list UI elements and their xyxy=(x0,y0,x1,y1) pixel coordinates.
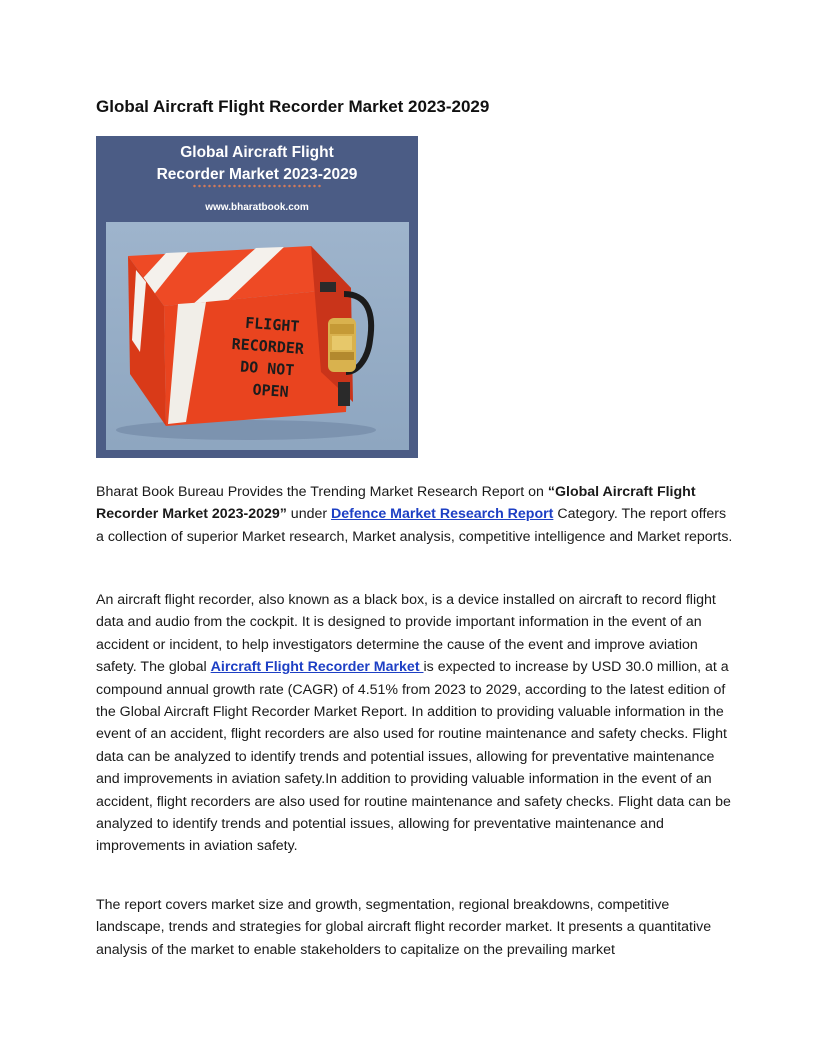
recorder-label-line-3: DO NOT xyxy=(239,357,295,380)
banner-title-line-1: Global Aircraft Flight xyxy=(180,144,334,161)
flight-recorder-illustration xyxy=(106,222,409,450)
banner-title-line-2: Recorder Market 2023-2029 xyxy=(156,166,358,183)
recorder-label-line-4: OPEN xyxy=(252,380,290,401)
coverage-paragraph: The report covers market size and growth, segmentation, regional breakdowns, competitive landscape, trends and strategies for global aircraft flight recorder market. It presents a quantitative analysis of the market to enable stakeholders to capitalize on the prevailing market xyxy=(96,897,712,958)
defence-market-report-link[interactable]: Defence Market Research Report xyxy=(331,506,554,523)
description-tail: is expected to increase by USD 30.0 million, at a compound annual growth rate (CAGR) of 4.51% from 2023 to 2029, according to the latest edition of the Global Aircraft Flight Recorder Market Report. In addition to providing valuable information in the event of an accident, flight recorders are also used for routine maintenance and safety checks. Flight data can be analyzed to identify trends and potential issues, allowing for preventative maintenance and improvements in aviation safety.In addition to providing valuable information in the event of an accident, flight recorders are also used for routine maintenance and safety checks. Flight data can be analyzed to identify trends and potential issues, allowing for preventative maintenance and improvements in aviation safety. xyxy=(96,659,731,855)
report-banner-image xyxy=(96,136,418,458)
banner-url: www.bharatbook.com xyxy=(205,202,309,213)
intro-lead: Bharat Book Bureau Provides the Trending Market Research Report on xyxy=(96,484,548,500)
flight-recorder-photo xyxy=(106,222,409,450)
report-name-bold: “Global Aircraft Flight Recorder Market 2023-2029” xyxy=(96,484,696,523)
intro-tail: Category. The report offers a collection of superior Market research, Market analysis, competitive intelligence and Market reports. xyxy=(96,506,733,545)
banner-dotted-divider xyxy=(192,184,322,188)
description-paragraph xyxy=(96,589,736,858)
recorder-label-line-2: RECORDER xyxy=(231,334,305,358)
banner-title xyxy=(96,142,418,186)
document-title: Global Aircraft Flight Recorder Market 2023-2029 xyxy=(96,97,490,116)
recorder-label-line-1: FLIGHT xyxy=(244,313,300,336)
aircraft-flight-recorder-market-link[interactable]: Aircraft Flight Recorder Market xyxy=(210,659,424,676)
intro-mid: under xyxy=(286,506,332,523)
description-lead: An aircraft flight recorder, also known as a black box, is a device installed on aircraft to record flight data and audio from the cockpit. It is designed to provide important information in the event of an accident or incident, to help investigators determine the cause of the event and improve aviation safety. The global xyxy=(96,592,716,676)
intro-paragraph xyxy=(96,481,736,548)
